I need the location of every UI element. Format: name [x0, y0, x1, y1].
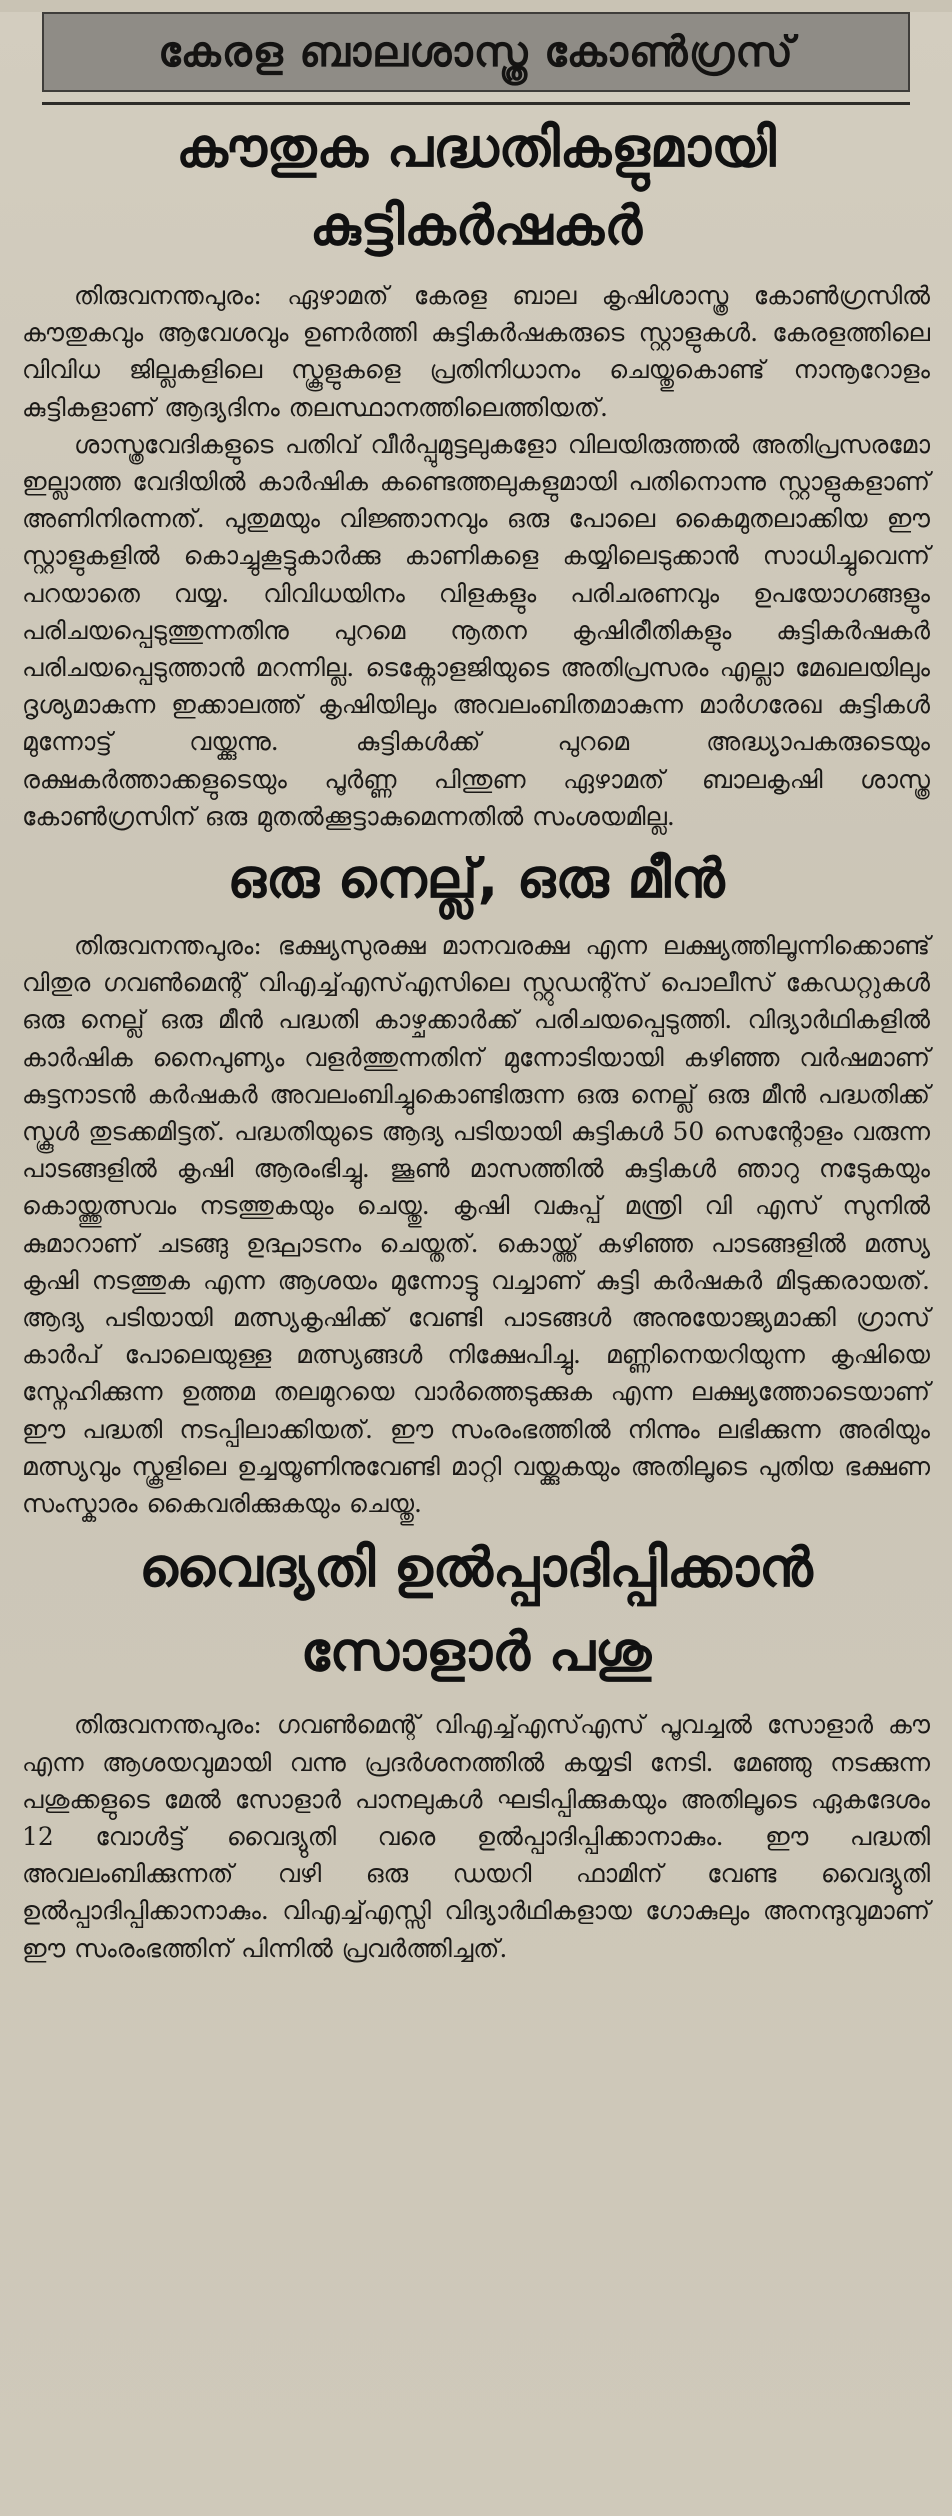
article-2-paragraph-1: തിരുവനന്തപുരം: ഭക്ഷ്യസുരക്ഷ മാനവരക്ഷ എന്ന ലക്ഷ്യത്തിലൂന്നിക്കൊണ്ട് വിതുര ഗവൺമെന്റ് വിഎച്ച്എസ്എസിലെ സ്റ്റുഡന്റ്സ് പൊലീസ് കേഡറ്റുകൾ ഒരു നെല്ല് ഒരു മീൻ പദ്ധതി കാഴ്ചക്കാർക്ക് പരിചയപ്പെടുത്തി. വിദ്യാർഥികളിൽ കാർഷിക നൈപുണ്യം വളർത്തുന്നതിന് മുന്നോടിയായി കഴിഞ്ഞ വർഷമാണ് കുട്ടനാടൻ കർഷകർ അവലംബിച്ചുകൊണ്ടിരുന്ന ഒരു നെല്ല് ഒരു മീൻ പദ്ധതിക്ക് സ്കൂൾ തുടക്കമിട്ടത്. പദ്ധതിയുടെ ആദ്യ പടിയായി കുട്ടികൾ 50 സെന്റോളം വരുന്ന പാടങ്ങളിൽ കൃഷി ആരംഭിച്ചു. ജൂൺ മാസത്തിൽ കുട്ടികൾ ഞാറു നടേുകയും കൊയ്ത്തുത്സവം നടത്തുകയും ചെയ്തു. കൃഷി വകുപ്പ് മന്ത്രി വി എസ് സുനിൽ കുമാറാണ് ചടങ്ങു ഉദ്ഘാടനം ചെയ്തത്. കൊയ്ത്ത് കഴിഞ്ഞ പാടങ്ങളിൽ മത്സ്യ കൃഷി നടത്തുക എന്ന ആശയം മുന്നോട്ടു വച്ചാണ് കുട്ടി കർഷകർ മിടുക്കരായത്. ആദ്യ പടിയായി മത്സ്യകൃഷിക്ക് വേണ്ടി പാടങ്ങൾ അനുയോജ്യമാക്കി ഗ്രാസ് കാർപ് പോലെയുള്ള മത്സ്യങ്ങൾ നിക്ഷേപിച്ചു. മണ്ണിനെയറിയുന്ന കൃഷിയെ സ്നേഹിക്കുന്ന ഉത്തമ തലമുറയെ വാർത്തെടുക്കുക എന്ന ലക്ഷ്യത്തോടെയാണ് ഈ പദ്ധതി നടപ്പിലാക്കിയത്. ഈ സംരംഭത്തിൽ നിന്നും ലഭിക്കുന്ന അരിയും മത്സ്യവും സ്കൂളിലെ ഉച്ചയൂണിനുവേണ്ടി മാറ്റി വയ്ക്കുകയും അതിലൂടെ പുതിയ ഭക്ഷണ സംസ്കാരം കൈവരിക്കുകയും ചെയ്തു. [22, 931, 930, 1519]
article-3-paragraph-1: തിരുവനന്തപുരം: ഗവൺമെന്റ് വിഎച്ച്എസ്എസ് പൂവച്ചൽ സോളാർ കൗ എന്ന ആശയവുമായി വന്നു പ്രദർശനത്തിൽ കയ്യടി നേടി. മേഞ്ഞു നടക്കുന്ന പശുക്കളുടെ മേൽ സോളാർ പാനലുകൾ ഘടിപ്പിക്കുകയും അതിലൂടെ ഏകദേശം 12 വോൾട്ട് വൈദ്യുതി വരെ ഉൽപ്പാദിപ്പിക്കാനാകും. ഈ പദ്ധതി അവലംബിക്കുന്നത് വഴി ഒരു ഡയറി ഫാമിന് വേണ്ട വൈദ്യുതി ഉൽപ്പാദിപ്പിക്കാനാകും. വിഎച്ച്എസ്സി വിദ്യാർഥികളായ ഗോകുലും അനന്ദുവുമാണ് ഈ സംരംഭത്തിന് പിന്നിൽ പ്രവർത്തിച്ചത്. [22, 1710, 930, 1963]
masthead-banner [42, 12, 910, 92]
article-3-headline-line-2: സോളാർ പശു [300, 1620, 652, 1684]
article-2-headline [22, 841, 930, 917]
masthead-rule [42, 102, 910, 105]
article-1-headline-line-1: കൗതുക പദ്ധതികളുമായി [176, 116, 776, 179]
newspaper-page [0, 12, 952, 2516]
article-3-headline-line-1: വൈദ്യതി ഉൽപ്പാദിപ്പിക്കാൻ [139, 1536, 813, 1600]
article-1-paragraph-2: ശാസ്ത്രവേദികളുടെ പതിവ് വീർപ്പുമുട്ടലുകളോ വിലയിരുത്തൽ അതിപ്രസരമോ ഇല്ലാത്ത വേദിയിൽ കാർഷിക കണ്ടെത്തലുകളുമായി പതിനൊന്നു സ്റ്റാളുകളാണ് അണിനിരന്നത്. പുതുമയും വിജ്ഞാനവും ഒരു പോലെ കൈമുതലാക്കിയ ഈ സ്റ്റാളുകളിൽ കൊച്ചുകൂട്ടുകാർക്കു കാണികളെ കയ്യിലെടുക്കാൻ സാധിച്ചുവെന്ന് പറയാതെ വയ്യ. വിവിധയിനം വിളകളും പരിചരണവും ഉപയോഗങ്ങളും പരിചയപ്പെടുത്തുന്നതിനു പുറമെ നൂതന കൃഷിരീതികളും കുട്ടികർഷകർ പരിചയപ്പെടുത്താൻ മറന്നില്ല. ടെക്നോളജിയുടെ അതിപ്രസരം എല്ലാ മേഖലയിലും ദൃശ്യമാകുന്ന ഇക്കാലത്ത് കൃഷിയിലും അവലംബിതമാകുന്ന മാർഗരേഖ കുട്ടികൾ മുന്നോട്ട് വയ്ക്കുന്നു. കുട്ടികൾക്ക് പുറമെ അദ്ധ്യാപകരുടെയും രക്ഷകർത്താക്കളുടെയും പൂർണ്ണ പിന്തുണ ഏഴാമത് ബാലകൃഷി ശാസ്ത്ര കോൺഗ്രസിന് ഒരു മുതൽക്കൂട്ടാകുമെന്നതിൽ സംശയമില്ല. [22, 429, 930, 831]
article-3 [22, 1526, 930, 1966]
article-1-headline-line-2: കുട്ടികർഷകർ [310, 194, 642, 257]
masthead-title: കേരള ബാലശാസ്ത്ര കോൺഗ്രസ് [158, 27, 794, 76]
article-1 [22, 109, 930, 835]
article-3-headline [22, 1526, 930, 1694]
article-1-headline [22, 109, 930, 265]
article-2 [22, 841, 930, 1522]
article-2-headline-line-1: ഒരു നെല്ല്, ഒരു മീൻ [227, 847, 725, 911]
article-1-paragraph-1: തിരുവനന്തപുരം: ഏഴാമത് കേരള ബാല കൃഷിശാസ്ത്ര കോൺഗ്രസിൽ കൗതുകവും ആവേശവും ഉണർത്തി കുട്ടികർഷകരുടെ സ്റ്റാളുകൾ. കേരളത്തിലെ വിവിധ ജില്ലകളിലെ സ്കൂളുകളെ പ്രതിനിധാനം ചെയ്തുകൊണ്ട് നാനൂറോളം കുട്ടികളാണ് ആദ്യദിനം തലസ്ഥാനത്തിലെത്തിയത്. [22, 281, 930, 422]
